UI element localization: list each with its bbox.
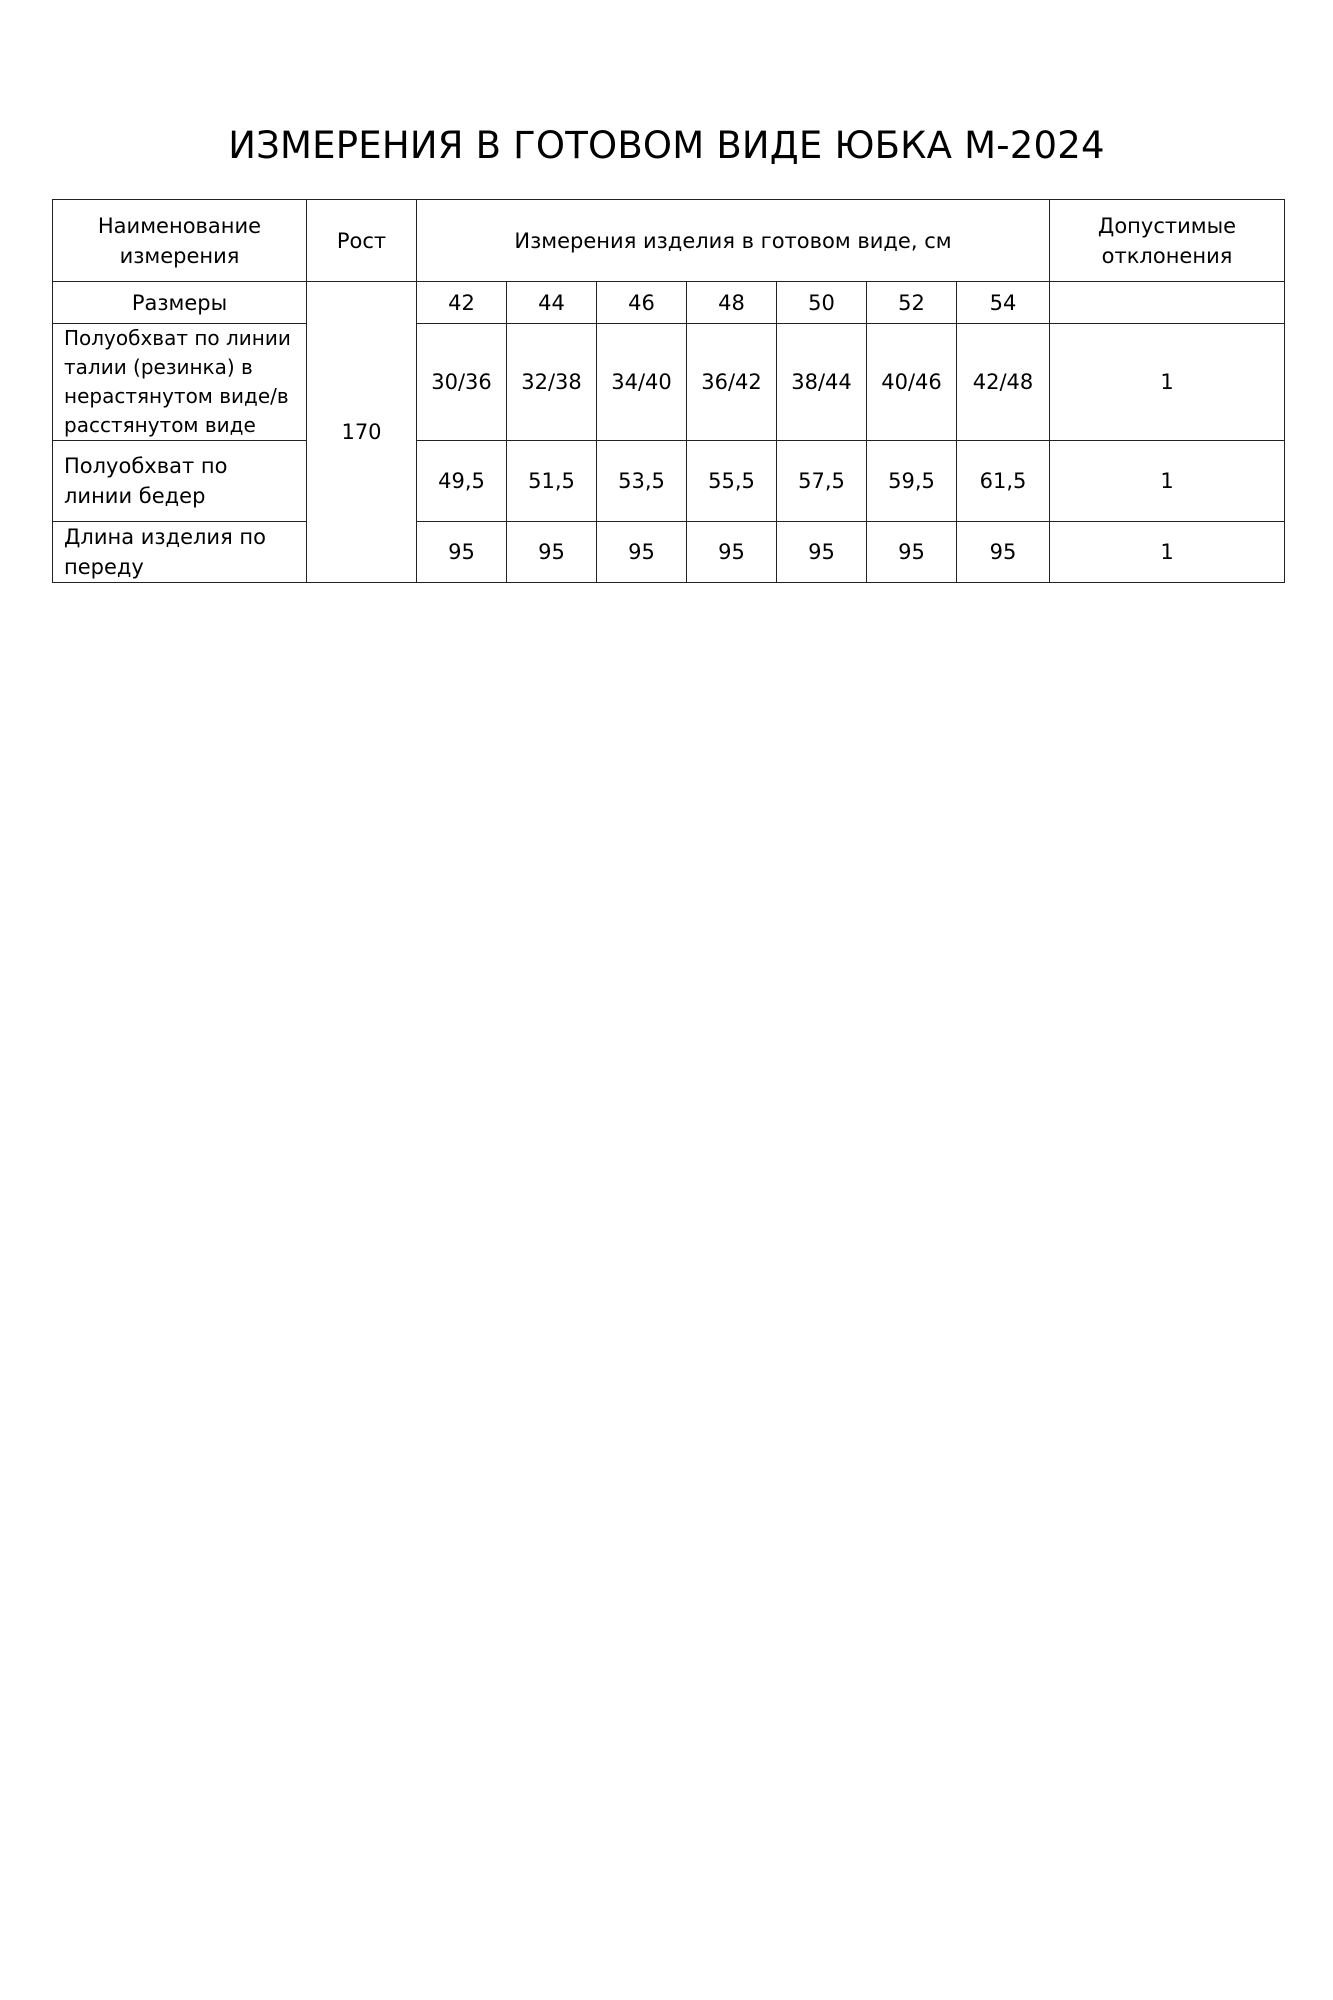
tolerance-cell: 1 [1050,441,1285,522]
value-cell: 95 [777,522,867,583]
value-cell: 49,5 [417,441,507,522]
tolerance-cell: 1 [1050,324,1285,441]
value-cell: 61,5 [957,441,1050,522]
size-tolerance-empty [1050,282,1285,324]
size-cell: 46 [597,282,687,324]
size-cell: 52 [867,282,957,324]
value-cell: 95 [687,522,777,583]
height-value: 170 [307,282,417,583]
size-cell: 50 [777,282,867,324]
tolerance-cell: 1 [1050,522,1285,583]
value-cell: 59,5 [867,441,957,522]
page-title: ИЗМЕРЕНИЯ В ГОТОВОМ ВИДЕ ЮБКА М-2024 [228,124,1105,167]
value-cell: 57,5 [777,441,867,522]
sizes-row [53,282,1285,324]
size-cell: 44 [507,282,597,324]
value-cell: 95 [957,522,1050,583]
row-name: Длина изделия по переду [53,522,307,583]
header-measurement-name: Наименование измерения [53,200,307,282]
table-header-row [53,200,1285,282]
header-measurements: Измерения изделия в готовом виде, см [417,200,1050,282]
sizes-label: Размеры [53,282,307,324]
value-cell: 95 [507,522,597,583]
measurements-table [52,199,1285,583]
value-cell: 95 [597,522,687,583]
header-height: Рост [307,200,417,282]
value-cell: 95 [867,522,957,583]
value-cell: 40/46 [867,324,957,441]
value-cell: 95 [417,522,507,583]
table-row [53,324,1285,441]
value-cell: 42/48 [957,324,1050,441]
value-cell: 53,5 [597,441,687,522]
value-cell: 34/40 [597,324,687,441]
row-name: Полуобхват по линии бедер [53,441,307,522]
row-name: Полуобхват по линии талии (резинка) в нерастянутом виде/в расстянутом виде [53,324,307,441]
table-row [53,441,1285,522]
value-cell: 51,5 [507,441,597,522]
value-cell: 30/36 [417,324,507,441]
value-cell: 32/38 [507,324,597,441]
size-cell: 42 [417,282,507,324]
value-cell: 55,5 [687,441,777,522]
size-cell: 54 [957,282,1050,324]
table-row [53,522,1285,583]
size-cell: 48 [687,282,777,324]
header-tolerance: Допустимые отклонения [1050,200,1285,282]
value-cell: 38/44 [777,324,867,441]
value-cell: 36/42 [687,324,777,441]
